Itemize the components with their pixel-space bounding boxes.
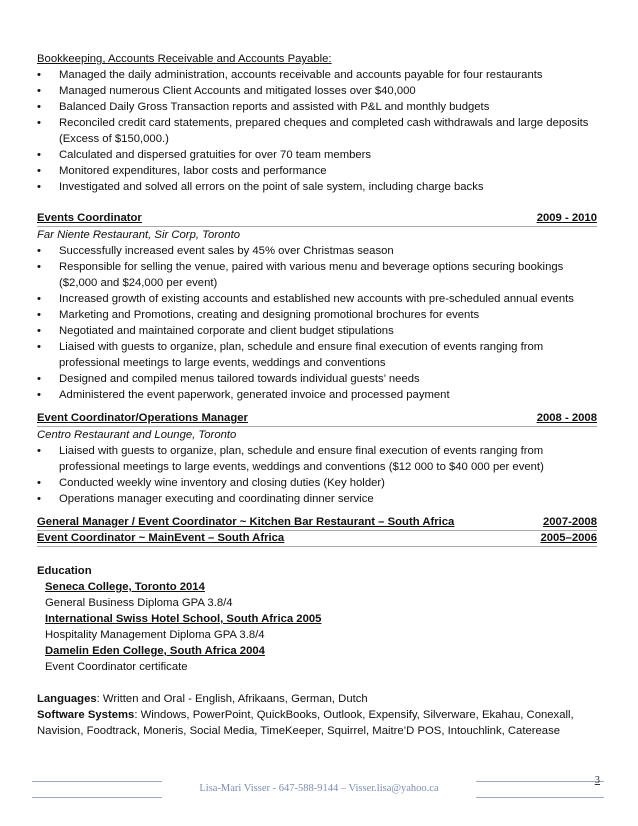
languages-line bbox=[37, 691, 597, 707]
job-title: Event Coordinator/Operations Manager bbox=[37, 412, 248, 424]
education-heading: Education bbox=[37, 565, 92, 577]
spacer bbox=[37, 675, 597, 691]
job-dates: 2008 - 2008 bbox=[536, 412, 597, 424]
job-bullets bbox=[37, 443, 597, 507]
job-header-mainevent bbox=[37, 531, 597, 547]
school-detail: Event Coordinator certificate bbox=[45, 661, 188, 673]
job-employer: Centro Restaurant and Lounge, Toronto bbox=[37, 429, 237, 441]
footer-contact: Lisa-Mari Visser - 647-588-9144 – Visser.lisa@yahoo.ca bbox=[199, 783, 439, 794]
list-item: • Negotiated and maintained corporate and client budget stipulations bbox=[37, 323, 597, 339]
list-item: • Responsible for selling the venue, paired with various menu and beverage options securing bookings ($2,000 and $24,000 per event) bbox=[37, 259, 597, 291]
job-dates: 2005–2006 bbox=[540, 532, 597, 544]
list-item: • Conducted weekly wine inventory and closing duties (Key holder) bbox=[37, 475, 597, 491]
list-item: • Liaised with guests to organize, plan, schedule and ensure final execution of events ranging from professional meetings to large events, weddings and conventions ($12 000 to $40 000 per event) bbox=[37, 443, 597, 475]
list-item: • Managed numerous Client Accounts and mitigated losses over $40,000 bbox=[37, 83, 597, 99]
school-detail: Hospitality Management Diploma GPA 3.8/4 bbox=[45, 629, 265, 641]
list-item: • Calculated and dispersed gratuities for over 70 team members bbox=[37, 147, 597, 163]
education-section bbox=[37, 563, 597, 675]
list-item: • Increased growth of existing accounts and established new accounts with pre-scheduled annual events bbox=[37, 291, 597, 307]
school-name: Damelin Eden College, South Africa 2004 bbox=[45, 645, 265, 657]
list-item: • Successfully increased event sales by 45% over Christmas season bbox=[37, 243, 597, 259]
job-dates: 2009 - 2010 bbox=[536, 212, 597, 224]
job-events-coordinator bbox=[37, 211, 597, 403]
list-item: • Liaised with guests to organize, plan, schedule and ensure final execution of events ranging from professional meetings to large events, weddings and conventions bbox=[37, 339, 597, 371]
spacer bbox=[37, 195, 597, 211]
job-header-general-manager bbox=[37, 515, 597, 531]
software-line bbox=[37, 707, 597, 739]
list-item: • Monitored expenditures, labor costs and performance bbox=[37, 163, 597, 179]
job-title: General Manager / Event Coordinator ~ Kitchen Bar Restaurant – South Africa bbox=[37, 516, 455, 528]
education-entry bbox=[37, 579, 597, 675]
bookkeeping-title: Bookkeeping, Accounts Receivable and Accounts Payable: bbox=[37, 53, 332, 65]
spacer bbox=[37, 403, 597, 411]
job-event-coordinator-operations bbox=[37, 411, 597, 507]
page-number: 3 bbox=[594, 775, 600, 786]
languages-label: Languages bbox=[37, 693, 97, 705]
job-title: Event Coordinator ~ MainEvent – South Africa bbox=[37, 532, 285, 544]
job-employer: Far Niente Restaurant, Sir Corp, Toronto bbox=[37, 229, 241, 241]
list-item: • Managed the daily administration, accounts receivable and accounts payable for four restaurants bbox=[37, 67, 597, 83]
languages-text: : Written and Oral - English, Afrikaans, German, Dutch bbox=[96, 693, 368, 705]
job-header bbox=[37, 411, 597, 427]
spacer bbox=[37, 547, 597, 563]
job-dates: 2007-2008 bbox=[542, 516, 597, 528]
page-footer bbox=[0, 775, 638, 805]
school-detail: General Business Diploma GPA 3.8/4 bbox=[45, 597, 233, 609]
footer-rule bbox=[476, 781, 604, 782]
resume-page bbox=[37, 51, 597, 739]
software-label: Software Systems bbox=[37, 709, 135, 721]
bookkeeping-section bbox=[37, 51, 597, 195]
list-item: • Investigated and solved all errors on the point of sale system, including charge backs bbox=[37, 179, 597, 195]
footer-rule bbox=[32, 797, 162, 798]
job-header bbox=[37, 211, 597, 227]
job-bullets bbox=[37, 243, 597, 403]
footer-rule bbox=[476, 797, 604, 798]
list-item: • Balanced Daily Gross Transaction reports and assisted with P&L and monthly budgets bbox=[37, 99, 597, 115]
list-item: • Administered the event paperwork, generated invoice and processed payment bbox=[37, 387, 597, 403]
list-item: • Marketing and Promotions, creating and designing promotional brochures for events bbox=[37, 307, 597, 323]
list-item: • Reconciled credit card statements, prepared cheques and completed cash withdrawals and large deposits (Excess of $150,000.) bbox=[37, 115, 597, 147]
school-name: International Swiss Hotel School, South Africa 2005 bbox=[45, 613, 322, 625]
software-text: : Windows, PowerPoint, QuickBooks, Outlook, Expensify, Silverware, Ekahau, Conexall, Navision, Foodtrack, Moneris, Social Media, TimeKeeper, Squirrel, Maitre’D POS, Intouchlink, Caterease bbox=[37, 709, 574, 737]
spacer bbox=[37, 507, 597, 515]
bookkeeping-list bbox=[37, 67, 597, 195]
school-name: Seneca College, Toronto 2014 bbox=[45, 581, 205, 593]
list-item: • Designed and compiled menus tailored towards individual guests’ needs bbox=[37, 371, 597, 387]
list-item: • Operations manager executing and coordinating dinner service bbox=[37, 491, 597, 507]
job-title: Events Coordinator bbox=[37, 212, 142, 224]
footer-rule bbox=[32, 781, 162, 782]
